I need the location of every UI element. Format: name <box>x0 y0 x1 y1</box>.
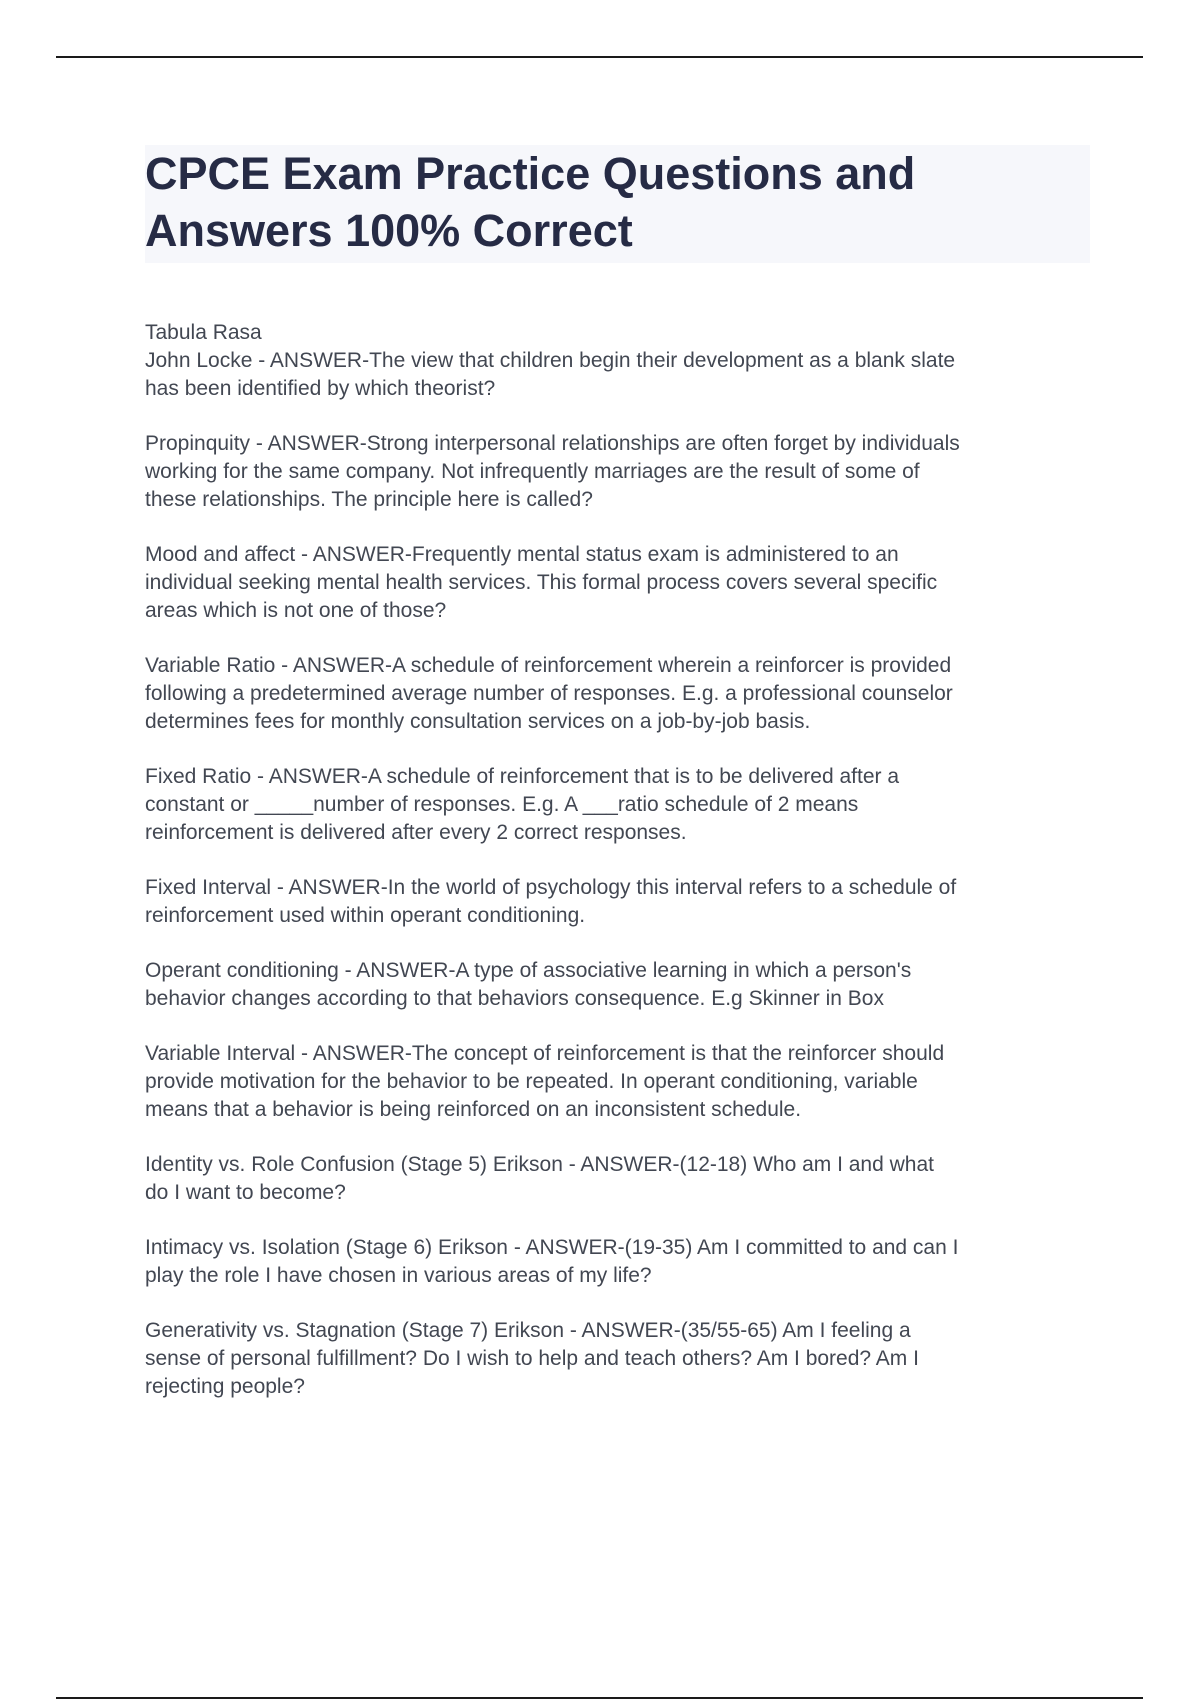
qa-entry-line: Generativity vs. Stagnation (Stage 7) Erikson - ANSWER-(35/55-65) Am I feeling a <box>145 1319 911 1342</box>
qa-entry-line: Variable Ratio - ANSWER-A schedule of reinforcement wherein a reinforcer is provided <box>145 654 952 677</box>
qa-entry-line: Intimacy vs. Isolation (Stage 6) Erikson - ANSWER-(19-35) Am I committed to and can I <box>145 1236 959 1259</box>
qa-entry-line: constant or _____number of responses. E.g. A ___ratio schedule of 2 means <box>145 793 859 816</box>
qa-entry <box>145 652 1090 736</box>
qa-entry-line: Identity vs. Role Confusion (Stage 5) Erikson - ANSWER-(12-18) Who am I and what <box>145 1153 934 1176</box>
qa-entry <box>145 763 1090 847</box>
document-title: CPCE Exam Practice Questions and Answers 100% Correct <box>145 148 916 256</box>
qa-entry-line: working for the same company. Not infrequently marriages are the result of some of <box>145 460 920 483</box>
qa-entry <box>145 874 1090 930</box>
qa-entry <box>145 1234 1090 1290</box>
title-block <box>145 145 1090 263</box>
qa-entry <box>145 541 1090 625</box>
qa-entry-line: Variable Interval - ANSWER-The concept of reinforcement is that the reinforcer should <box>145 1042 945 1065</box>
qa-entry-line: following a predetermined average number of responses. E.g. a professional counselor <box>145 682 953 705</box>
qa-entry-line: Mood and affect - ANSWER-Frequently mental status exam is administered to an <box>145 543 899 566</box>
qa-entry-line: Tabula Rasa <box>145 321 262 344</box>
qa-entry-line: behavior changes according to that behaviors consequence. E.g Skinner in Box <box>145 987 884 1010</box>
qa-entry-line: means that a behavior is being reinforced on an inconsistent schedule. <box>145 1098 802 1121</box>
qa-entry <box>145 430 1090 514</box>
header-rule <box>56 56 1143 58</box>
qa-list <box>145 319 1090 1401</box>
qa-entry-line: reinforcement is delivered after every 2 correct responses. <box>145 821 687 844</box>
page-content <box>145 145 1090 1428</box>
qa-entry-line: determines fees for monthly consultation services on a job-by-job basis. <box>145 710 811 733</box>
qa-entry-line: has been identified by which theorist? <box>145 377 496 400</box>
qa-entry-line: areas which is not one of those? <box>145 599 447 622</box>
qa-entry-line: play the role I have chosen in various areas of my life? <box>145 1264 652 1287</box>
qa-entry-line: Fixed Ratio - ANSWER-A schedule of reinforcement that is to be delivered after a <box>145 765 900 788</box>
qa-entry-line: these relationships. The principle here is called? <box>145 488 593 511</box>
qa-entry-line: rejecting people? <box>145 1375 305 1398</box>
qa-entry <box>145 1151 1090 1207</box>
qa-entry-line: Operant conditioning - ANSWER-A type of associative learning in which a person's <box>145 959 912 982</box>
qa-entry-line: do I want to become? <box>145 1181 346 1204</box>
qa-entry <box>145 957 1090 1013</box>
qa-entry-line: Fixed Interval - ANSWER-In the world of psychology this interval refers to a schedule of <box>145 876 957 899</box>
qa-entry <box>145 1040 1090 1124</box>
footer-rule <box>56 1697 1143 1699</box>
qa-entry-line: reinforcement used within operant conditioning. <box>145 904 586 927</box>
qa-entry-line: individual seeking mental health services. This formal process covers several specific <box>145 571 938 594</box>
qa-entry-line: provide motivation for the behavior to be repeated. In operant conditioning, variable <box>145 1070 918 1093</box>
qa-entry-line: Propinquity - ANSWER-Strong interpersonal relationships are often forget by individuals <box>145 432 960 455</box>
qa-entry <box>145 1317 1090 1401</box>
qa-entry <box>145 319 1090 403</box>
qa-entry-line: John Locke - ANSWER-The view that children begin their development as a blank slate <box>145 349 956 372</box>
qa-entry-line: sense of personal fulfillment? Do I wish to help and teach others? Am I bored? Am I <box>145 1347 919 1370</box>
